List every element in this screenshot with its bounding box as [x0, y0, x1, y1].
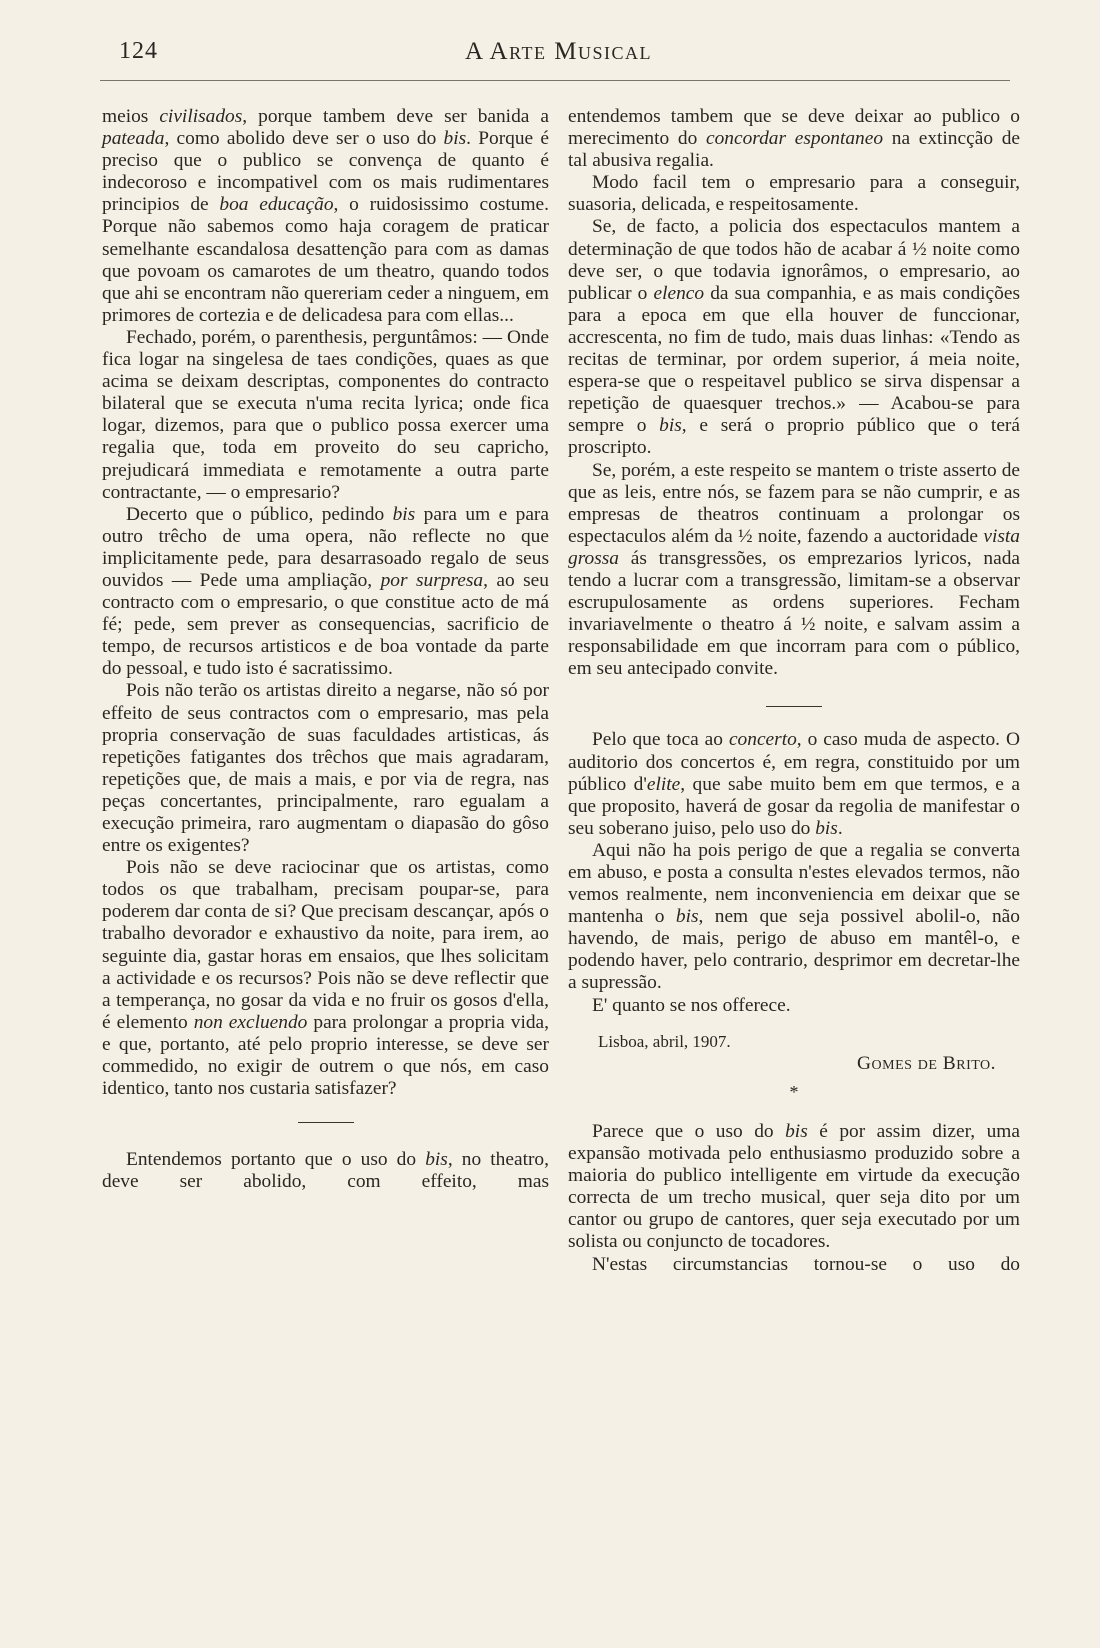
right-column	[568, 106, 1020, 1276]
header-rule	[100, 80, 1010, 81]
paragraph: E' quanto se nos offerece.	[592, 994, 791, 1016]
paragraph: Parece que o uso do bis é por assim dizer, uma expansão motivada pelo enthusiasmo produzido sobre a maioria do publico intelligente em virtude da execução correcta de um trecho musical, quer seja dito por um cantor ou grupo de cantores, quer seja executado por um solista ou conjuncto de tocadores.	[568, 1120, 1020, 1253]
running-title: A Arte Musical	[465, 38, 652, 65]
paragraph: Pelo que toca ao concerto, o caso muda de aspecto. O auditorio dos concertos é, em regra, constituido por um público d'elite, que sabe muito bem em que termos, e a que proposito, haverá de gosar da regolia de manifestar o seu soberano juiso, pelo uso do bis.	[568, 729, 1020, 839]
paragraph: Pois não se deve raciocinar que os artistas, como todos os que trabalham, precisam poupar-se, para poderem dar conta de si? Que precisam descançar, após o trabalho devorador e exhaustivo da noite, para irem, ao seguinte dia, gastar horas em ensaios, que lhes solicitam a actividade e os recursos? Pois não se deve reflectir que a temperança, no gosar da vida e no fruir os gosos d'ella, é elemento non excluendo para prolongar a propria vida, e que, portanto, até pelo proprio interesse, se deve ser commedido, no exigir de outrem o que nós, em caso identico, tanto nos custaria satisfazer?	[102, 857, 549, 1100]
section-star: *	[789, 1081, 799, 1102]
left-column	[102, 106, 549, 1193]
page-number: 124	[119, 38, 158, 64]
paragraph: Aqui não ha pois perigo de que a regalia se converta em abuso, e posta a consulta n'estes elevados termos, não vemos realmente, nem inconveniencia em deixar que se mantenha o bis, nem que seja possivel abolil-o, não havendo, de mais, perigo de abuso em mantêl-o, e podendo haver, pelo contrario, desprimor em decretar-lhe a supressão.	[568, 839, 1020, 994]
section-separator	[766, 706, 822, 707]
page-header	[105, 38, 1012, 78]
paragraph: Se, porém, a este respeito se mantem o triste asserto de que as leis, entre nós, se fazem para se não cumprir, e as empresas de theatros continuam a prolongar os espectaculos além da ½ noite, fazendo a auctoridade vista grossa ás transgressões, os emprezarios lyricos, nada tendo a lucrar com a transgressão, limitam-se a observar escrupulosamente as ordens superiores. Fecham invariavelmente o theatro á ½ noite, e salvam assim a responsabilidade em que incorram para com o público, em seu antecipado convite.	[568, 459, 1020, 680]
paragraph: Modo facil tem o empresario para a conseguir, suasoria, delicada, e respeitosamente.	[568, 172, 1020, 216]
paragraph: N'estas circumstancias tornou-se o uso do	[592, 1253, 1020, 1275]
paragraph: Entendemos portanto que o uso do bis, no theatro, deve ser abolido, com effeito, mas	[102, 1149, 549, 1193]
paragraph: entendemos tambem que se deve deixar ao publico o merecimento do concordar espontaneo na extincção de tal abusiva regalia.	[568, 106, 1021, 172]
paragraph: meios civilisados, porque tambem deve ser banida a pateada, como abolido deve ser o uso do bis. Porque é preciso que o publico se convença de quanto é indecoroso e incompativel com os mais rudimentares principios de boa educação, o ruidosissimo costume. Porque não sabemos como haja coragem de praticar semelhante escandalosa desattenção para com as damas que povoam os camarotes de um theatro, quando todos que ahi se encontram não quereriam ceder a ninguem, em primores de cortezia e de delicadesa para com ellas...	[102, 106, 549, 326]
paragraph: Decerto que o público, pedindo bis para um e para outro trêcho de uma opera, não reflecte no que implicitamente pede, para desarrasoado regalo de seus ouvidos — Pede uma ampliação, por surpresa, ao seu contracto com o empresario, o que constitue acto de má fé; pede, sem prever as consequencias, sacrificio de tempo, de recursos artisticos e de boa vontade da parte do pessoal, e tudo isto é sacratissimo.	[102, 503, 549, 680]
paragraph: Se, de facto, a policia dos espectaculos mantem a determinação de que todos hão de acabar á ½ noite como deve ser, o que todavia ignorâmos, o empresario, ao publicar o elenco da sua companhia, e as mais condições para a epoca em que ella houver de funccionar, accrescenta, no fim de tudo, mais duas linhas: «Tendo as recitas de terminar, por ordem superior, á meia noite, espera-se que o respeitavel publico se sirva dispensar a repetição de quaesquer trechos.» — Acabou-se para sempre o bis, e será o proprio público que o terá proscripto.	[568, 216, 1021, 459]
paragraph: Fechado, porém, o parenthesis, perguntâmos: — Onde fica logar na singelesa de taes condições, quaes as que acima se deixam descriptas, componentes do contracto bilateral que se executa n'uma recita lyrica; onde fica logar, dizemos, para que o publico possa exercer uma regalia que, toda em proveito do seu capricho, prejudicará immediata e remotamente a outra parte contractante, — o empresario?	[102, 326, 549, 503]
paragraph: Pois não terão os artistas direito a negarse, não só por effeito de seus contractos com o empresario, mas pela propria conservação de suas faculdades artisticas, ás repetições fatigantes dos trêchos que mais agradaram, repetições que, de mais a mais, e por via de regra, nas peças concertantes, principalmente, raro egualam a execução primeira, raro augmentam o diapasão do gôso entre os exigentes?	[102, 680, 549, 857]
author-signature: Gomes de Brito.	[857, 1052, 996, 1074]
section-separator	[298, 1122, 354, 1123]
place-date: Lisboa, abril, 1907.	[598, 1031, 731, 1051]
